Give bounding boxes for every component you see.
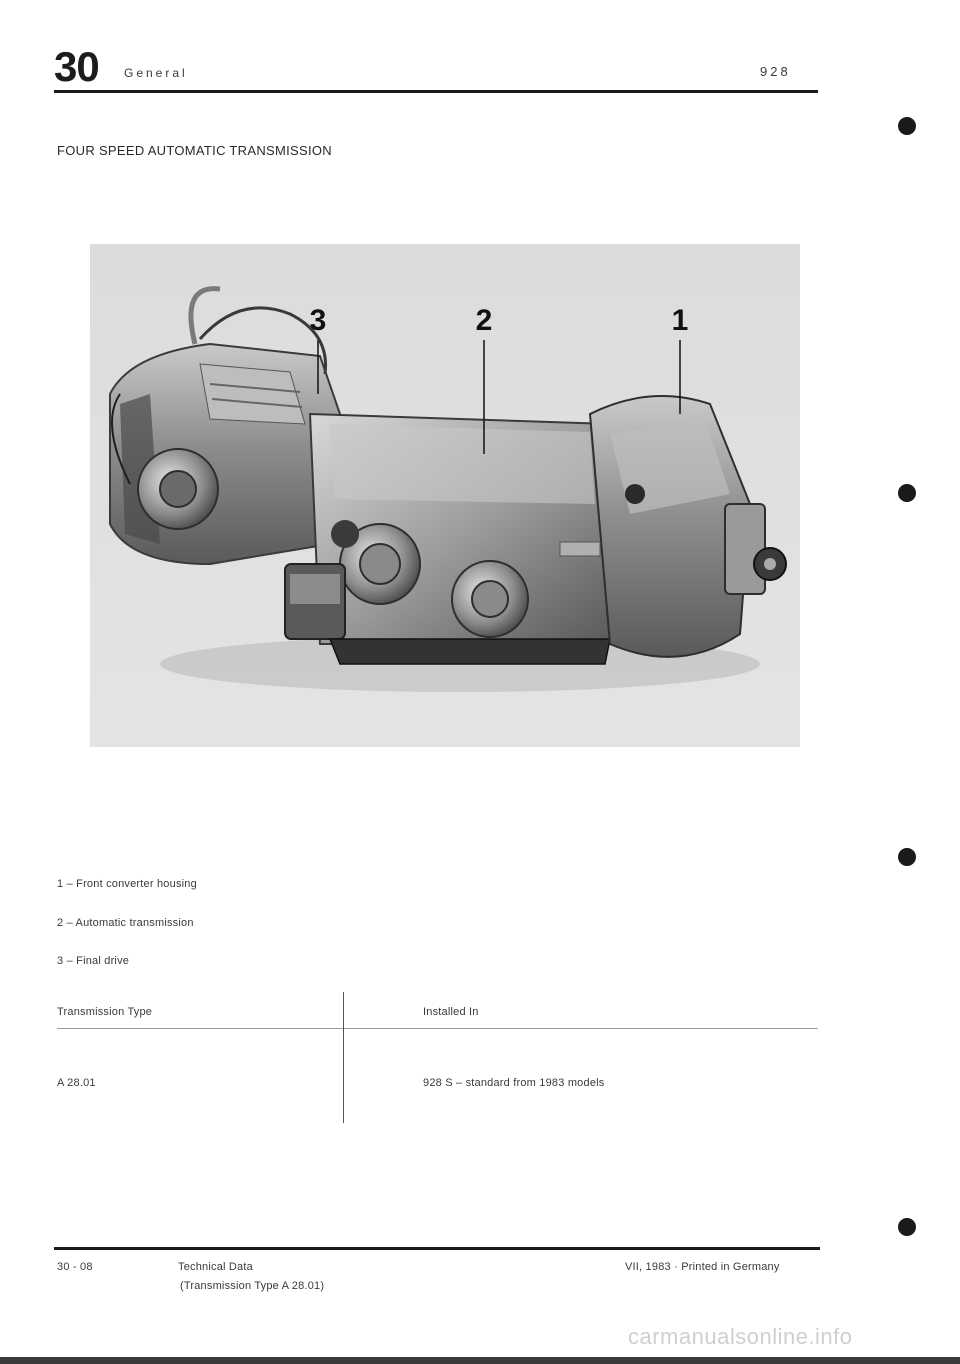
svg-text:2: 2 (475, 304, 493, 337)
binder-hole (898, 484, 916, 502)
transmission-photo (90, 244, 800, 747)
footer-rule (54, 1247, 820, 1250)
table-header-rule (57, 1028, 818, 1029)
page-number: 30 - 08 (57, 1261, 93, 1273)
table-cell-type: A 28.01 (57, 1077, 96, 1089)
binder-hole (898, 117, 916, 135)
table-header-installed: Installed In (423, 1006, 479, 1018)
svg-text:3: 3 (309, 304, 327, 337)
table-column-rule (343, 992, 344, 1123)
legend-item-1: 1 – Front converter housing (57, 878, 197, 890)
section-name: General (124, 66, 188, 80)
binder-hole (898, 1218, 916, 1236)
footer-edition: VII, 1983 · Printed in Germany (625, 1261, 780, 1273)
page-title: FOUR SPEED AUTOMATIC TRANSMISSION (57, 143, 332, 158)
model-number: 928 (760, 64, 791, 79)
table-header-type: Transmission Type (57, 1006, 153, 1018)
watermark: carmanualsonline.info (628, 1324, 853, 1349)
legend-item-2: 2 – Automatic transmission (57, 917, 194, 929)
legend-item-3: 3 – Final drive (57, 955, 130, 967)
transmission-case (285, 414, 630, 664)
footer-subject-sub: (Transmission Type A 28.01) (180, 1280, 325, 1292)
header-rule (54, 90, 818, 93)
svg-text:1: 1 (671, 304, 689, 337)
binder-hole (898, 848, 916, 866)
table-cell-installed: 928 S – standard from 1983 models (423, 1077, 605, 1089)
footer-subject: Technical Data (178, 1261, 253, 1273)
bottom-edge (0, 1357, 960, 1364)
section-number: 30 (54, 43, 99, 90)
